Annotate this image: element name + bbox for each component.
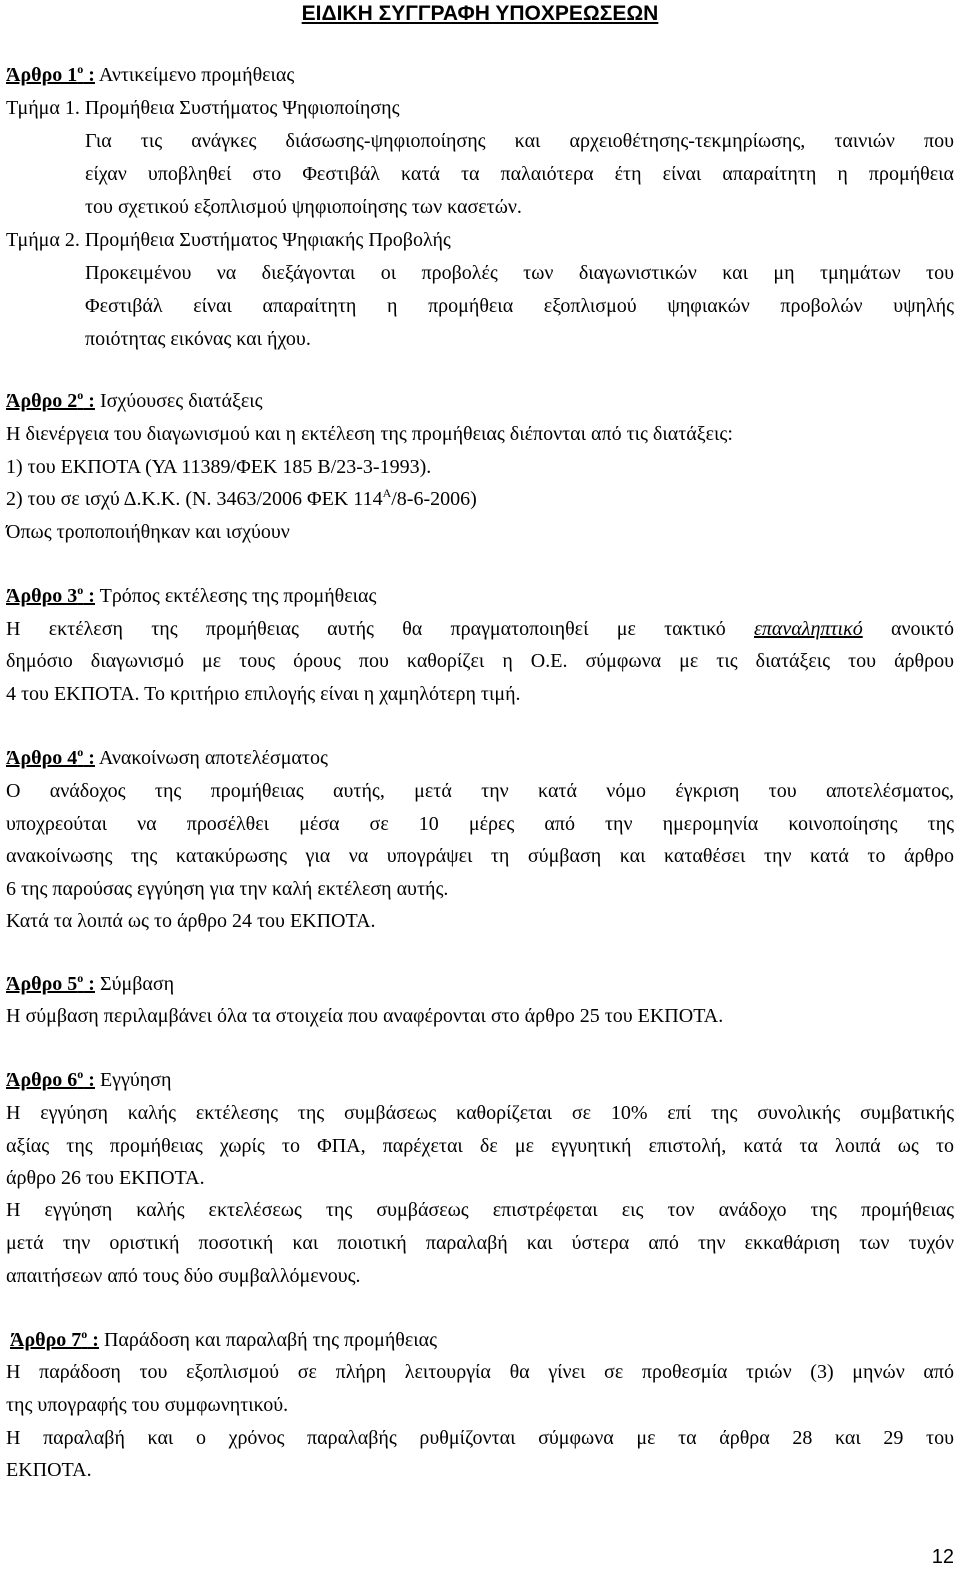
- section-1-line-2: είχαν υποβληθεί στο Φεστιβάλ κατά τα παλαιότερα έτη είναι απαραίτητη η προμήθεια: [85, 163, 954, 185]
- document-title: ΕΙΔΙΚΗ ΣΥΓΓΡΑΦΗ ΥΠΟΧΡΕΩΣΕΩΝ: [301, 2, 659, 25]
- article-2-line-3: 2) του σε ισχύ Δ.Κ.Κ. (Ν. 3463/2006 ΦΕΚ $114^A/8-6-2006$): [6, 486, 477, 510]
- article-4-line-4: 6 της παρούσας εγγύηση για την καλή εκτέλεση αυτής.: [6, 878, 449, 900]
- article-7-line-2: της υπογραφής του συμφωνητικού.: [6, 1394, 289, 1416]
- article-7-heading: Άρθρο $7^o$ : Παράδοση και παραλαβή της προμήθειας: [10, 1327, 438, 1351]
- article-2-heading: Άρθρο $2^o$ : Ισχύουσες διατάξεις: [6, 388, 263, 412]
- article-7-line-4: ΕΚΠΟΤΑ.: [6, 1459, 92, 1481]
- article-6-line-3: άρθρο 26 του ΕΚΠΟΤΑ.: [6, 1167, 205, 1189]
- section-1-line-1: Για τις ανάγκες διάσωσης-ψηφιοποίησης και αρχειοθέτησης-τεκμηρίωσης, ταινιών που: [85, 130, 954, 152]
- article-3-line-3: 4 του ΕΚΠΟΤΑ. Το κριτήριο επιλογής είναι η χαμηλότερη τιμή.: [6, 683, 521, 705]
- article-2-line-1: Η διενέργεια του διαγωνισμού και η εκτέλεση της προμήθειας διέπονται από τις διατάξεις:: [6, 423, 733, 445]
- article-4-line-5: Κατά τα λοιπά ως το άρθρο 24 του ΕΚΠΟΤΑ.: [6, 910, 376, 932]
- article-6-heading: Άρθρο $6^o$ : Εγγύηση: [6, 1067, 172, 1091]
- article-4-line-2: υποχρεούται να προσέλθει μέσα σε 10 μέρες από την ημερομηνία κοινοποίησης της: [6, 813, 954, 835]
- section-2-line-2: Φεστιβάλ είναι απαραίτητη η προμήθεια εξοπλισμού ψηφιακών προβολών υψηλής: [85, 295, 954, 317]
- article-5-line-1: Η σύμβαση περιλαμβάνει όλα τα στοιχεία που αναφέρονται στο άρθρο 25 του ΕΚΠΟΤΑ.: [6, 1005, 724, 1027]
- article-6-line-2: αξίας της προμήθειας χωρίς το ΦΠΑ, παρέχεται δε με εγγυητική επιστολή, κατά τα λοιπά ως το: [6, 1135, 954, 1157]
- article-4-line-3: ανακοίνωσης της κατακύρωσης για να υπογράψει τη σύμβαση και καταθέσει την κατά το άρθρο: [6, 845, 954, 867]
- article-5-heading: Άρθρο $5^o$ : Σύμβαση: [6, 971, 175, 995]
- article-2-line-4: Όπως τροποποιήθηκαν και ισχύουν: [6, 521, 290, 543]
- article-7-line-3: Η παραλαβή και ο χρόνος παραλαβής ρυθμίζονται σύμφωνα με τα άρθρα 28 και 29 του: [6, 1427, 954, 1449]
- page-number: 12: [931, 1546, 954, 1568]
- article-6-line-1: Η εγγύηση καλής εκτέλεσης της συμβάσεως καθορίζεται σε 10% επί της συνολικής συμβατικής: [6, 1102, 954, 1124]
- article-4-line-1: Ο ανάδοχος της προμήθειας αυτής, μετά την κατά νόμο έγκριση του αποτελέσματος,: [6, 780, 954, 802]
- article-3-heading: Άρθρο $3^o$ : Τρόπος εκτέλεσης της προμήθειας: [6, 583, 377, 607]
- section-2-line-3: ποιότητας εικόνας και ήχου.: [85, 328, 311, 350]
- article-6-line-4: Η εγγύηση καλής εκτελέσεως της συμβάσεως επιστρέφεται εις τον ανάδοχο της προμήθειας: [6, 1199, 954, 1221]
- article-1-heading: Άρθρο $1^o$ : Αντικείμενο προμήθειας: [6, 62, 295, 86]
- section-2-line-1: Προκειμένου να διεξάγονται οι προβολές των διαγωνιστικών και μη τμημάτων του: [85, 262, 954, 284]
- section-1-title: Τμήμα 1. Προμήθεια Συστήματος Ψηφιοποίησης: [6, 97, 400, 119]
- article-6-line-5: μετά την οριστική ποσοτική και ποιοτική παραλαβή και ύστερα από την εκκαθάριση των τυχόν: [6, 1232, 954, 1254]
- section-1-line-3: του σχετικού εξοπλισμού ψηφιοποίησης των κασετών.: [85, 196, 522, 218]
- article-4-heading: Άρθρο $4^o$ : Ανακοίνωση αποτελέσματος: [6, 745, 328, 769]
- article-6-line-6: απαιτήσεων από τους δύο συμβαλλόμενους.: [6, 1265, 361, 1287]
- article-2-line-2: 1) του ΕΚΠΟΤΑ (ΥΑ 11389/ΦΕΚ 185 Β/23-3-1993).: [6, 456, 432, 478]
- article-3-line-1: Η εκτέλεση της προμήθειας αυτής θα πραγματοποιηθεί με τακτικό επαναληπτικό ανοικτό: [6, 618, 955, 640]
- article-7-line-1: Η παράδοση του εξοπλισμού σε πλήρη λειτουργία θα γίνει σε προθεσμία τριών (3) μηνών από: [6, 1361, 954, 1383]
- article-3-line-2: δημόσιο διαγωνισμό με τους όρους που καθορίζει η Ο.Ε. σύμφωνα με τις διατάξεις του άρθρου: [6, 650, 954, 672]
- section-2-title: Τμήμα 2. Προμήθεια Συστήματος Ψηφιακής Προβολής: [6, 229, 451, 251]
